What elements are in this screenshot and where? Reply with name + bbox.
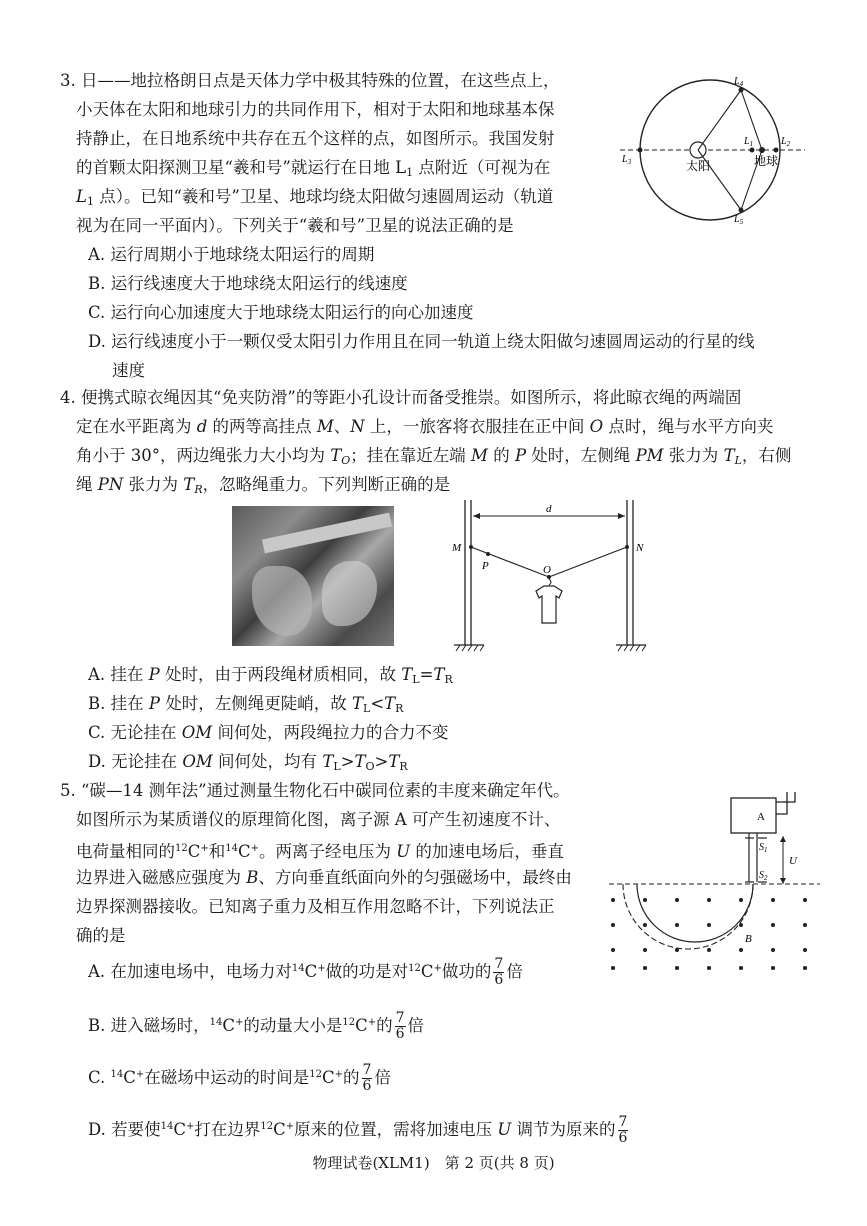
- q4-option-a: A. 挂在 P 处时，由于两段绳材质相同，故 $T_L=T_R$: [88, 665, 453, 686]
- q4-option-d: D. 无论挂在 OM 间何处，均有 $T_L>T_O>T_R$: [88, 752, 408, 773]
- ion-source-box: [731, 798, 776, 833]
- q4-option-c: C. 无论挂在 OM 间何处，两段绳拉力的合力不变: [88, 723, 449, 742]
- svg-text:L4: $L_4$: [734, 76, 744, 88]
- clothesline-photo: [232, 506, 394, 646]
- earth-label: 地球: [754, 154, 779, 168]
- fraction: $\frac{7}{6}$: [494, 956, 504, 988]
- lagrange-point-diagram: [610, 68, 810, 233]
- mass-spectrometer-diagram: [605, 790, 830, 980]
- q5-line5: 边界探测器接收。已知离子重力及相互作用忽略不计，下列说法正: [76, 897, 555, 916]
- q3-option-b: B. 运行线速度大于地球绕太阳运行的线速度: [88, 274, 408, 293]
- clothesline-diagram: [440, 495, 670, 655]
- q3-option-d-line2: 速度: [112, 361, 145, 380]
- svg-text:L2: $L_2$: [781, 136, 791, 148]
- q3-line4-text-b: 点附近（可视为在: [413, 158, 551, 177]
- q5-option-b: B. 进入磁场时，$^{14}$C+的动量大小是$^{12}$C+的 $\frac{7}{6}$ 倍: [88, 1010, 425, 1042]
- sun-label: 太阳: [686, 159, 711, 173]
- q5-line4: 边界进入磁感应强度为 B、方向垂直纸面向外的匀强磁场中，最终由: [76, 868, 572, 887]
- svg-text:S2: $S_2$: [759, 870, 768, 882]
- q3-line4-text: 的首颗太阳探测卫星“羲和号”就运行在日地 L: [76, 158, 407, 177]
- page-footer: 物理试卷(XLM1) 第 2 页(共 8 页): [312, 1154, 555, 1172]
- q5-line1: 5. “碳—14 测年法”通过测量生物化石中碳同位素的丰度来确定年代。: [60, 781, 570, 800]
- q4-line1: 4. 便携式晾衣绳因其“免夹防滑”的等距小孔设计而备受推崇。如图所示，将此晾衣绳的两端固: [60, 388, 742, 407]
- q3-line3: 持静止，在日地系统中共存在五个这样的点，如图所示。我国发射: [76, 129, 555, 148]
- q4-line4: 绳 PN 张力为 $T_R$，忽略绳重力。下列判断正确的是: [76, 475, 451, 496]
- voltage-label: U: [789, 855, 797, 867]
- fraction: $\frac{7}{6}$: [395, 1010, 405, 1042]
- field-label: B: [745, 933, 752, 945]
- q3-subscript: 1: [86, 195, 94, 208]
- q5-option-a: A. 在加速电场中，电场力对$^{14}$C+做的功是对$^{12}$C+做功的 $\frac{7}{6}$ 倍: [88, 956, 523, 988]
- q5-line6: 确的是: [76, 926, 126, 945]
- q5-option-d: D. 若要使$^{14}$C+打在边界$^{12}$C+原来的位置，需将加速电压 U 调节为原来的 $\frac{7}{6}$: [88, 1114, 628, 1146]
- fraction: $\frac{7}{6}$: [362, 1062, 372, 1094]
- svg-text:L3: $L_3$: [622, 154, 632, 166]
- point-P-label: P: [482, 560, 489, 572]
- q4-line3: 角小于 30°，两边绳张力大小均为 $T_O$；挂在靠近左端 M 的 P 处时，左侧绳 PM 张力为 $T_L$，右侧: [76, 446, 792, 467]
- q4-line2: 定在水平距离为 d 的两等高挂点 M、N 上，一旅客将衣服挂在正中间 O 点时，绳与水平方向夹: [76, 417, 774, 436]
- q3-line5-text: 点）。已知“羲和号”卫星、地球均绕太阳做匀速圆周运动（轨道: [93, 187, 554, 206]
- point-M-label: M: [452, 542, 462, 554]
- point-O-label: O: [543, 564, 551, 576]
- q3-line1: 3. 日——地拉格朗日点是天体力学中极其特殊的位置，在这些点上，: [60, 71, 560, 90]
- svg-text:L1: $L_1$: [744, 136, 754, 148]
- q3-option-d-line1: D. 运行线速度小于一颗仅受太阳引力作用且在同一轨道上绕太阳做匀速圆周运动的行星的线: [88, 332, 755, 351]
- ion-source-label: A: [757, 811, 765, 823]
- q3-option-c: C. 运行向心加速度大于地球绕太阳运行的向心加速度: [88, 303, 474, 322]
- q3-symbol-L: L: [76, 187, 87, 206]
- fraction: $\frac{7}{6}$: [618, 1114, 628, 1146]
- q3-option-a: A. 运行周期小于地球绕太阳运行的周期: [88, 245, 375, 264]
- q3-line2: 小天体在太阳和地球引力的共同作用下，相对于太阳和地球基本保: [76, 100, 555, 119]
- q5-line2: 如图所示为某质谱仪的原理简化图，离子源 A 可产生初速度不计、: [76, 810, 561, 829]
- q3-line6: 视为在同一平面内）。下列关于“羲和号”卫星的说法正确的是: [76, 216, 514, 235]
- distance-label: d: [546, 503, 552, 515]
- q4-option-b: B. 挂在 P 处时，左侧绳更陡峭，故 $T_L<T_R$: [88, 694, 404, 715]
- magnetic-field-dots: [611, 898, 807, 970]
- q3-subscript: 1: [406, 166, 414, 179]
- point-N-label: N: [636, 542, 644, 554]
- q5-option-c: C. $^{14}$C+在磁场中运动的时间是$^{12}$C+的 $\frac{7}{6}$ 倍: [88, 1062, 391, 1094]
- q5-line3: 电荷量相同的$^{12}$C+和$^{14}$C+。两离子经电压为 U 的加速电场后，垂直: [76, 842, 564, 861]
- svg-text:S1: $S_1$: [759, 842, 768, 854]
- shirt-icon: [536, 579, 562, 623]
- svg-text:L5: $L_5$: [734, 214, 744, 226]
